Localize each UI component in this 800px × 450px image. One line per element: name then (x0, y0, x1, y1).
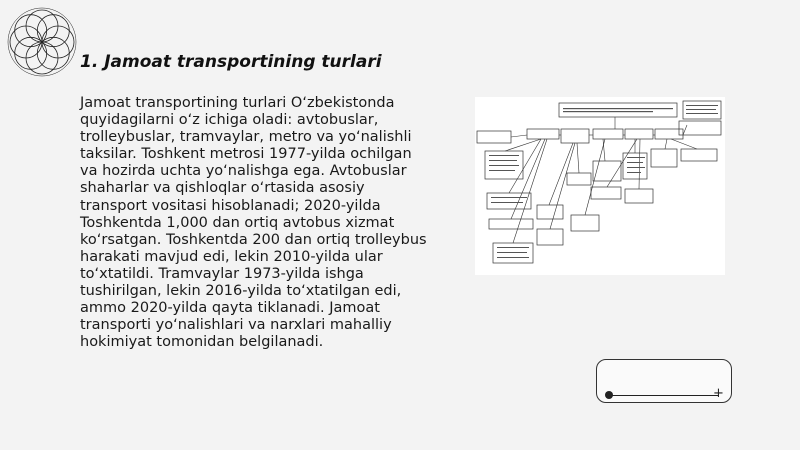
scanned-diagram-image (475, 97, 725, 275)
media-slider-control[interactable] (596, 359, 732, 403)
rosette-logo-icon (4, 4, 80, 80)
slider-track[interactable] (609, 395, 719, 396)
plus-icon[interactable]: + (713, 386, 724, 401)
slide-body-text: Jamoat transportining turlari O‘zbekistonda quyidagilarni o‘z ichiga oladi: avtobuslar, trolleybuslar, tramvaylar, metro va yo‘nalishli taksilar. Toshkent metrosi 1977-yilda ochilgan va hozirda uchta yo‘nalishga ega. Avtobuslar shaharlar va qishloqlar o‘rtasida asosiy transport vositasi hisoblanadi; 2020-yilda Toshkentda 1,000 dan ortiq avtobus xizmat ko‘rsatgan. Toshkentda 200 dan ortiq trolleybus harakati mavjud edi, lekin 2010-yilda ular to‘xtatildi. Tramvaylar 1973-yilda ishga tushirilgan, lekin 2016-yilda to‘xtatilgan edi, ammo 2020-yilda qayta tiklanadi. Jamoat transporti yo‘nalishlari va narxlari mahalliy hokimiyat tomonidan belgilanadi. (80, 95, 427, 351)
slide-title: 1. Jamoat transportining turlari (80, 52, 382, 72)
slider-handle[interactable] (605, 391, 613, 399)
